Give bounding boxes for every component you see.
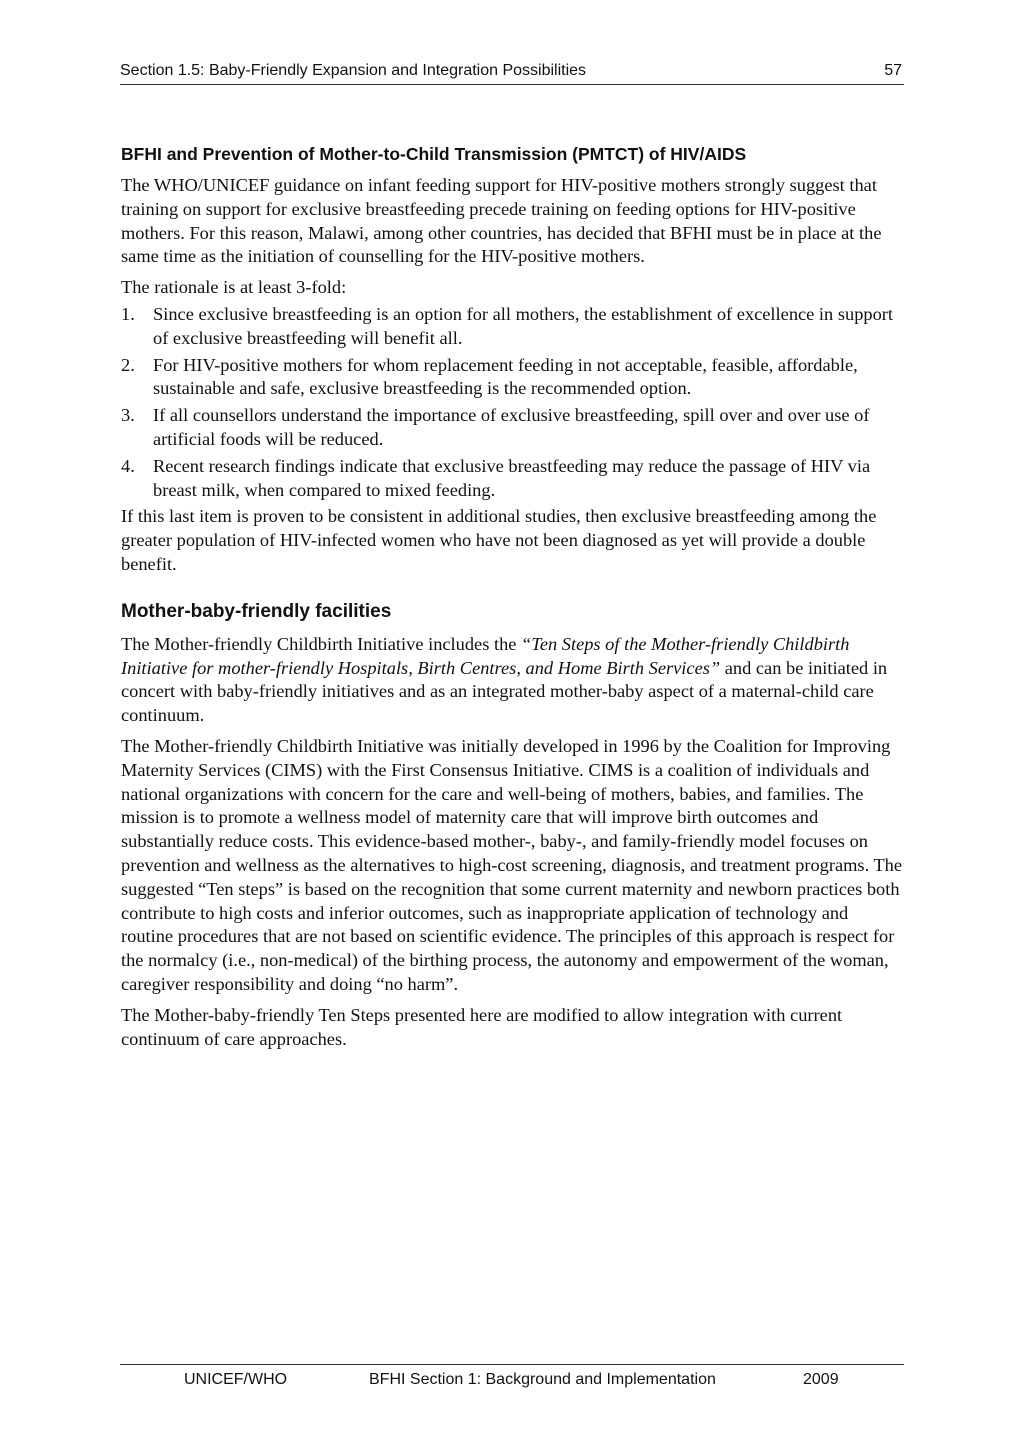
list-item-number: 2. xyxy=(121,354,135,375)
list-item xyxy=(121,354,903,402)
mfci-p1-before: The Mother-friendly Childbirth Initiative includes the xyxy=(121,633,522,654)
list-item-text: For HIV-positive mothers for whom replacement feeding in not acceptable, feasible, affordable, sustainable and safe, exclusive breastfeeding is the recommended option. xyxy=(153,354,858,399)
list-item xyxy=(121,455,903,503)
list-item xyxy=(121,404,903,452)
footer-right: 2009 xyxy=(803,1371,839,1388)
mfci-p1-italic-title: “Ten Steps of the Mother-friendly Childbirth Initiative for mother-friendly Hospitals, Birth Centres, and Home Birth Services” xyxy=(121,633,850,678)
mfci-paragraph-2: The Mother-friendly Childbirth Initiative was initially developed in 1996 by the Coalition for Improving Maternity Services (CIMS) with the First Consensus Initiative. CIMS is a coalition of individuals and national organizations with concern for the care and well-being of mothers, babies, and families. The mission is to promote a wellness model of maternity care that will improve birth outcomes and substantially reduce costs. This evidence-based mother-, baby-, and family-friendly model focuses on prevention and wellness as the alternatives to high-cost screening, diagnosis, and treatment programs. The suggested “Ten steps” is based on the recognition that some current maternity and newborn practices both contribute to high costs and inferior outcomes, such as inappropriate application of technology and routine procedures that are not based on scientific evidence. The principles of this approach is respect for the normalcy (i.e., non-medical) of the birthing process, the autonomy and empowerment of the woman, caregiver responsibility and doing “no harm”. xyxy=(121,735,903,994)
page-header xyxy=(120,62,904,85)
footer-center: BFHI Section 1: Background and Implementation xyxy=(369,1371,716,1388)
heading-mother-baby-friendly: Mother-baby-friendly facilities xyxy=(121,600,392,622)
list-item-text: Recent research findings indicate that exclusive breastfeeding may reduce the passage of HIV via breast milk, when compared to mixed feeding. xyxy=(153,455,871,500)
page-number: 57 xyxy=(884,62,902,79)
list-item-number: 1. xyxy=(121,303,135,324)
pmtct-intro-paragraph: The WHO/UNICEF guidance on infant feeding support for HIV-positive mothers strongly suggest that training on support for exclusive breastfeeding precede training on feeding options for HIV-positive mothers. For this reason, Malawi, among other countries, has decided that BFHI must be in place at the same time as the initiation of counselling for the HIV-positive mothers. xyxy=(121,175,882,267)
list-item-text: If all counsellors understand the importance of exclusive breastfeeding, spill over and over use of artificial foods will be reduced. xyxy=(153,405,870,449)
page-footer xyxy=(120,1364,904,1393)
mfci-paragraph-1 xyxy=(121,633,903,728)
header-section-title: Section 1.5: Baby-Friendly Expansion and Integration Possibilities xyxy=(120,62,587,79)
heading-bfhi-pmtct: BFHI and Prevention of Mother-to-Child Transmission (PMTCT) of HIV/AIDS xyxy=(121,144,747,164)
footer-left: UNICEF/WHO xyxy=(184,1371,288,1388)
pmtct-conclusion-paragraph: If this last item is proven to be consistent in additional studies, then exclusive breastfeeding among the greater population of HIV-infected women who have not been diagnosed as yet will provide a double benefit. xyxy=(121,506,877,574)
list-item-number: 3. xyxy=(121,405,135,426)
mfci-p1-after: and can be initiated in concert with baby-friendly initiatives and as an integrated mother-baby aspect of a maternal-child care continuum. xyxy=(121,657,888,726)
mfci-paragraph-3: The Mother-baby-friendly Ten Steps presented here are modified to allow integration with current continuum of care approaches. xyxy=(121,1004,843,1049)
rationale-lead: The rationale is at least 3-fold: xyxy=(121,277,347,298)
rationale-list xyxy=(121,303,903,502)
list-item xyxy=(121,303,903,351)
page-body xyxy=(121,142,903,1058)
list-item-number: 4. xyxy=(121,455,135,476)
list-item-text: Since exclusive breastfeeding is an option for all mothers, the establishment of excellence in support of exclusive breastfeeding will benefit all. xyxy=(153,303,894,348)
